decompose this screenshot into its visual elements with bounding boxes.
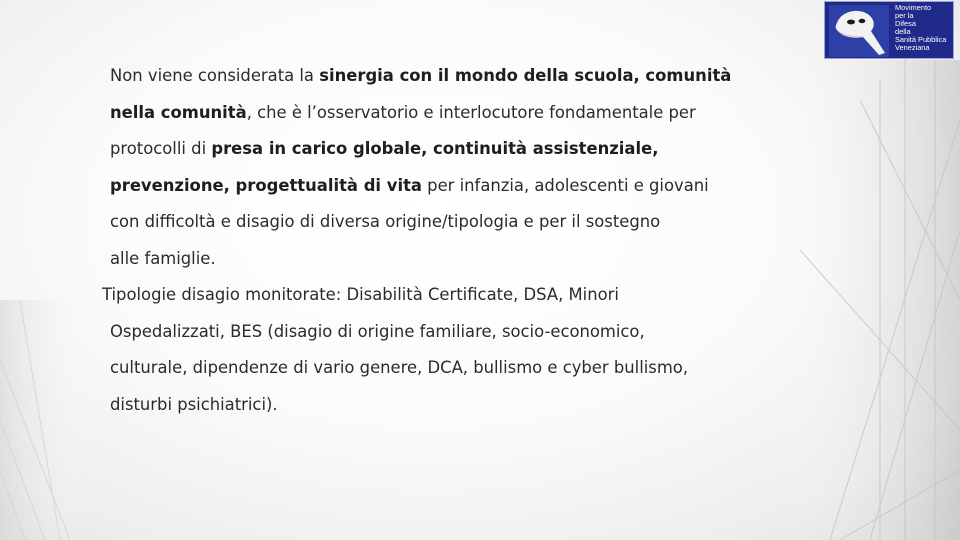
venetian-mask-icon bbox=[829, 5, 889, 57]
text-run: con difficoltà e disagio di diversa origine/tipologia e per il sostegno bbox=[110, 212, 661, 231]
logo-text bbox=[895, 4, 953, 51]
bold-run: prevenzione, progettualità di vita bbox=[110, 175, 422, 195]
text-run: Non viene considerata la bbox=[110, 66, 320, 85]
text-line: culturale, dipendenze di vario genere, DCA, bullismo e cyber bullismo, bbox=[110, 358, 689, 377]
bold-run: presa in carico globale, continuità assistenziale, bbox=[211, 139, 659, 158]
logo-text-line: per la bbox=[895, 10, 914, 20]
bold-run: nella comunità bbox=[110, 102, 247, 122]
logo-text-line: Difesa bbox=[895, 18, 916, 28]
text-run: alle famiglie. bbox=[110, 248, 216, 268]
text-line: Ospedalizzati, BES (disagio di origine familiare, socio-economico, bbox=[110, 321, 645, 341]
slide-body bbox=[102, 58, 760, 423]
text-run: protocolli di bbox=[110, 139, 212, 158]
text-run: per infanzia, adolescenti e giovani bbox=[421, 175, 709, 195]
text-line: Tipologie disagio monitorate: Disabilità Certificate, DSA, Minori bbox=[102, 285, 619, 304]
text-line: disturbi psichiatrici). bbox=[110, 394, 278, 414]
paragraph-context bbox=[110, 58, 760, 277]
logo-text-line: Veneziana bbox=[895, 42, 930, 52]
paragraph-tipologie bbox=[102, 277, 760, 423]
logo-text-line: Sanità Pubblica bbox=[895, 34, 947, 44]
logo bbox=[824, 1, 954, 59]
text-run: , che è l’osservatorio e interlocutore fondamentale per bbox=[246, 102, 696, 122]
bold-run: sinergia con il mondo della scuola, comunità bbox=[319, 66, 732, 85]
logo-text-line: della bbox=[895, 26, 911, 36]
logo-text-line: Movimento bbox=[895, 3, 932, 12]
